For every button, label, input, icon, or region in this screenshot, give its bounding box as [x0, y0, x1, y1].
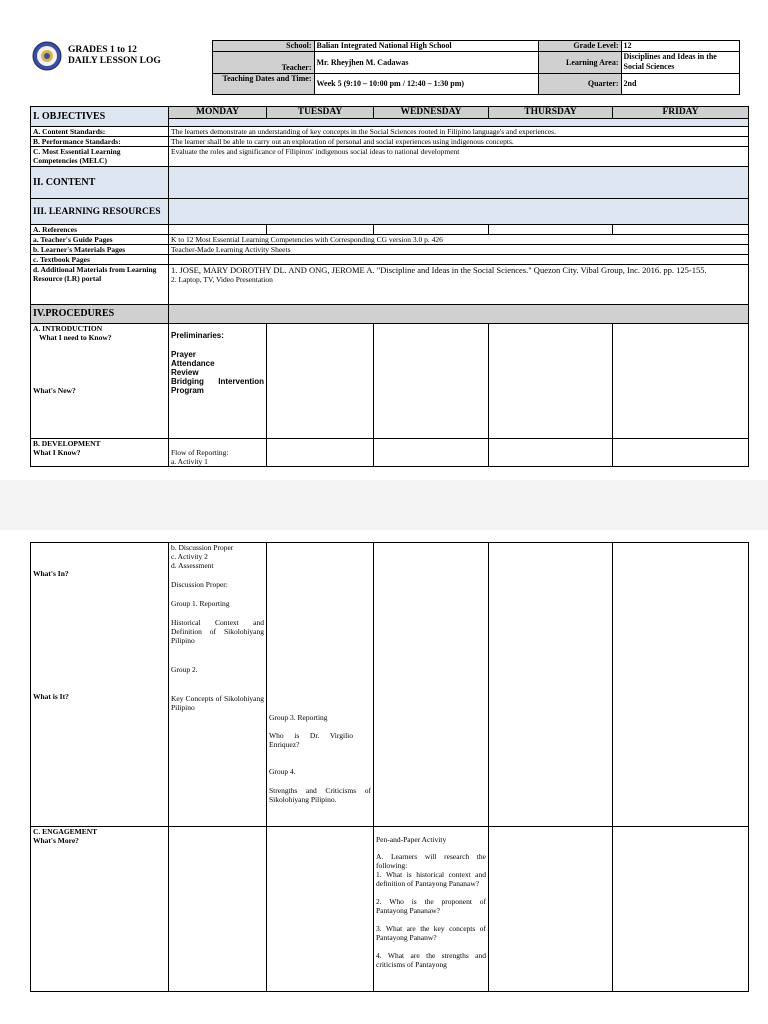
- lesson-table-2: [30, 542, 749, 992]
- question-1: 1. What is historical context and definition of Pantayong Pananaw?: [376, 870, 486, 888]
- dates-label: Teaching Dates and Time:: [212, 74, 314, 95]
- page-2: [0, 530, 768, 1024]
- page-gap: [0, 480, 768, 530]
- who-is-enriquez: Who is Dr. Virgilio Enriquez?: [269, 731, 353, 749]
- attendance: Attendance: [171, 359, 215, 368]
- bridging-program: Bridging Intervention Program: [171, 377, 264, 395]
- whats-in-label: What's In?: [33, 569, 69, 578]
- historical-context: Historical Context and Definition of Sikolohiyang Pilipino: [171, 618, 264, 645]
- content-heading: II. CONTENT: [31, 167, 169, 199]
- quarter-label: Quarter:: [538, 74, 621, 95]
- activity-2: c. Activity 2: [171, 552, 208, 561]
- discussion-proper-item: b. Discussion Proper: [171, 543, 234, 552]
- resources-heading: III. LEARNING RESOURCES: [31, 199, 169, 225]
- need-to-know-label: What I need to Know?: [39, 333, 112, 342]
- title-grades: GRADES 1 to 12: [68, 44, 137, 55]
- textbook-label: c. Textbook Pages: [31, 255, 169, 265]
- learners-materials-label: b. Learner's Materials Pages: [31, 245, 169, 255]
- question-3: 3. What are the key concepts of Pantayong Pananw?: [376, 924, 486, 942]
- what-is-it-label: What is It?: [33, 692, 69, 701]
- teacher-label: Teacher:: [212, 52, 314, 74]
- content-standards-label: A. Content Standards:: [31, 127, 169, 137]
- what-i-know-label: What I Know?: [33, 448, 81, 457]
- references-label: A. References: [31, 225, 169, 235]
- group-2: Group 2.: [171, 665, 198, 674]
- school-value: Balian Integrated National High School: [314, 41, 538, 52]
- teachers-guide-label: a. Teacher's Guide Pages: [31, 235, 169, 245]
- title-dll: DAILY LESSON LOG: [68, 55, 161, 66]
- whats-more-label: What's More?: [33, 836, 79, 845]
- additional-materials-1: 1. JOSE, MARY DOROTHY DL. AND ONG, JEROME A. "Discipline and Ideas in the Social Sciences." Quezon City. Vibal Group, Inc. 2016. pp. 125-155.: [171, 265, 707, 275]
- area-label: Learning Area:: [538, 52, 621, 74]
- objectives-heading: I. OBJECTIVES: [31, 107, 169, 127]
- assessment: d. Assessment: [171, 561, 214, 570]
- lesson-table-1: [30, 106, 749, 467]
- melc-text: Evaluate the roles and significance of Filipinos' indigenous social ideas to national development: [169, 147, 749, 167]
- performance-standards-label: B. Performance Standards:: [31, 137, 169, 147]
- day-wednesday: WEDNESDAY: [374, 107, 489, 119]
- day-monday: MONDAY: [169, 107, 267, 119]
- quarter-value: 2nd: [621, 74, 739, 95]
- key-concepts: Key Concepts of Sikolohiyang Pilipino: [171, 694, 264, 712]
- development-label: B. DEVELOPMENT: [33, 439, 101, 448]
- performance-standards: The learner shall be able to carry out an exploration of personal and social experiences using indigenous concepts.: [169, 137, 749, 147]
- melc-label: C. Most Essential Learning Competencies (MELC): [31, 147, 169, 167]
- engagement-label: C. ENGAGEMENT: [33, 827, 98, 836]
- pen-and-paper: Pen-and-Paper Activity: [376, 835, 447, 844]
- additional-materials-2: 2. Laptop, TV, Video Presentation: [171, 275, 273, 284]
- grade-label: Grade Level:: [538, 41, 621, 52]
- teachers-guide: K to 12 Most Essential Learning Competencies with Corresponding CG version 3.0 p. 426: [169, 235, 749, 245]
- discussion-proper-heading: Discussion Proper:: [171, 580, 228, 589]
- page-1: [0, 0, 768, 480]
- prayer: Prayer: [171, 350, 196, 359]
- grade-value: 12: [621, 41, 739, 52]
- dates-value: Week 5 (9:10 – 10:00 pm / 12:40 – 1:30 pm): [314, 74, 538, 95]
- additional-materials-label: d. Additional Materials from Learning Resource (LR) portal: [31, 265, 169, 305]
- research-instruction: A. Learners will research the following:: [376, 852, 486, 870]
- content-standards: The learners demonstrate an understanding of key concepts in the Social Sciences rooted in Filipino language's and experiences.: [169, 127, 749, 137]
- group-3: Group 3. Reporting: [269, 713, 328, 722]
- strengths-criticisms: Strengths and Criticisms of Sikolohiyang Pilipino.: [269, 786, 371, 804]
- procedures-heading: IV.PROCEDURES: [31, 305, 169, 324]
- school-label: School:: [212, 41, 314, 52]
- review: Review: [171, 368, 199, 377]
- question-2: 2. Who is the proponent of Pantayong Pananaw?: [376, 897, 486, 915]
- header-table: [30, 40, 740, 95]
- introduction-label: A. INTRODUCTION: [33, 324, 103, 333]
- flow-of-reporting: Flow of Reporting:: [171, 448, 229, 457]
- day-friday: FRIDAY: [613, 107, 749, 119]
- area-value: Disciplines and Ideas in the Social Sciences: [621, 52, 739, 74]
- group-1: Group 1. Reporting: [171, 599, 230, 608]
- activity-1: a. Activity 1: [171, 457, 208, 466]
- teacher-value: Mr. Rheyjhen M. Cadawas: [314, 52, 538, 74]
- learners-materials: Teacher-Made Learning Activity Sheets: [169, 245, 749, 255]
- whats-new-label: What's New?: [33, 386, 76, 395]
- group-4: Group 4.: [269, 767, 296, 776]
- day-tuesday: TUESDAY: [267, 107, 374, 119]
- question-4: 4. What are the strengths and criticisms of Pantayong: [376, 951, 486, 969]
- day-thursday: THURSDAY: [489, 107, 613, 119]
- preliminaries: Preliminaries:: [171, 331, 224, 340]
